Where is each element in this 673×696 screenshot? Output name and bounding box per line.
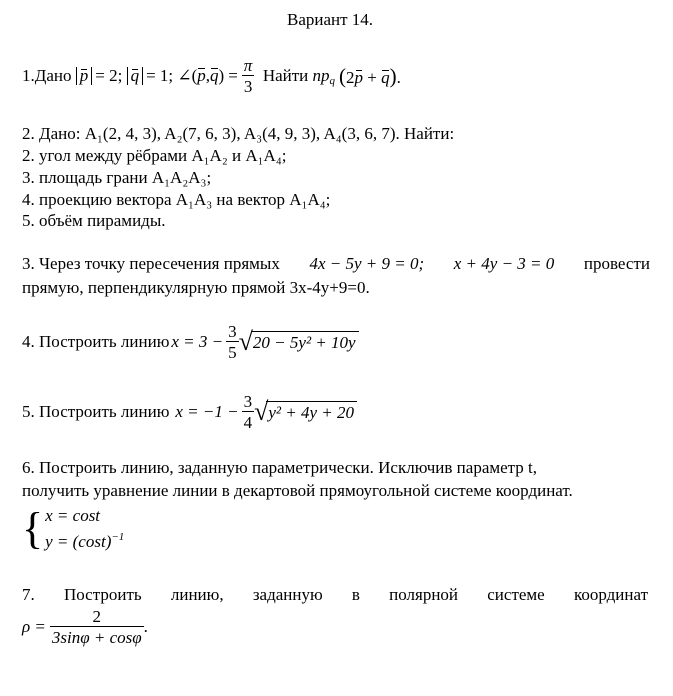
task-2-line-5: 5. объём пирамиды. [22, 211, 166, 230]
task-4-fraction [226, 323, 239, 361]
variant-title: Вариант 14. [287, 10, 374, 29]
task-6-line-2: получить уравнение линии в декартовой прямоугольной системе координат. [22, 481, 573, 500]
line-eq-2: x + 4y − 3 = 0 [453, 254, 555, 273]
task-7-num: 2 [50, 608, 144, 627]
task-7-dot: . [143, 617, 148, 636]
task-4-label: 4. Построить линию [22, 332, 170, 351]
task-7-formula [22, 603, 148, 651]
task-2-line-2: 2. угол между рёбрами A₁A₂ и A₁A₄; [22, 146, 287, 165]
p-value: = 2; [95, 66, 123, 85]
sqrt-icon: √ [238, 327, 253, 356]
task-7-lhs: ρ = [22, 617, 46, 636]
system-eq-2: $y = (\cos t)^{-1}$ [45, 531, 125, 551]
task-6-line-1: 6. Построить линию, заданную параметрически. Исключив параметр t, [22, 458, 538, 477]
task-4-sqrt [239, 327, 359, 357]
task-4-num: 3 [228, 322, 237, 341]
projection-arg: (2p + q). [339, 63, 401, 88]
task-3-line-2: прямую, перпендикулярную прямой 3x-4y+9=0. [22, 278, 370, 297]
abs-p: p [76, 67, 93, 85]
task-5-fraction [242, 393, 255, 431]
pi-over-3 [242, 57, 255, 95]
angle-icon: ∠(p,q) [177, 66, 225, 85]
task-5 [22, 388, 357, 436]
task-7-den: 3sinφ + cosφ [51, 628, 142, 647]
task-6-system [22, 499, 124, 559]
task-7-line-1: 7. Построить линию, заданную в полярной системе координат [22, 585, 648, 604]
q-value: = 1; [146, 66, 174, 85]
task-3-tail: провести [583, 254, 650, 273]
task-7-fraction [50, 608, 144, 646]
pi-symbol: π [243, 56, 253, 75]
task-5-lhs: x = −1 − [175, 402, 239, 421]
brace-icon: { [22, 504, 44, 553]
line-eq-1: 4x − 5y + 9 = 0; [309, 254, 425, 273]
sqrt-icon: √ [254, 397, 269, 426]
task-3-line-1 [22, 254, 650, 274]
task-4-lhs: x = 3 − [171, 332, 224, 351]
find-word: Найти [262, 66, 309, 85]
task-1 [22, 56, 401, 96]
projection-op: $np_q$ [312, 66, 336, 87]
task-2-line-4: 4. проекцию вектора A₁A₃ на вектор A₁A₄; [22, 190, 331, 209]
task-2-line-3: 3. площадь грани A₁A₂A₃; [22, 168, 212, 187]
task-4-radicand: 20 − 5y² + 10y [251, 331, 359, 353]
task-5-num: 3 [243, 392, 253, 411]
task-2-line-1: 2. Дано: A₁(2, 4, 3), A₂(7, 6, 3), A₃(4, 9, 3), A₄(3, 6, 7). Найти: [22, 124, 455, 143]
abs-q: q [127, 67, 144, 85]
task-5-radicand: y² + 4y + 20 [266, 401, 357, 423]
task-5-label: 5. Построить линию [22, 402, 170, 421]
task-5-sqrt [254, 397, 357, 427]
task-3-intro: 3. Через точку пересечения прямых [22, 254, 280, 273]
angle-eq: = [228, 66, 238, 85]
pi-denominator: 3 [243, 77, 253, 96]
task-4-den: 5 [228, 343, 237, 362]
system-eq-1: x = cost [45, 506, 101, 525]
task-5-den: 4 [243, 413, 253, 432]
task-4 [22, 318, 359, 366]
task-1-label: 1.Дано [22, 66, 72, 85]
